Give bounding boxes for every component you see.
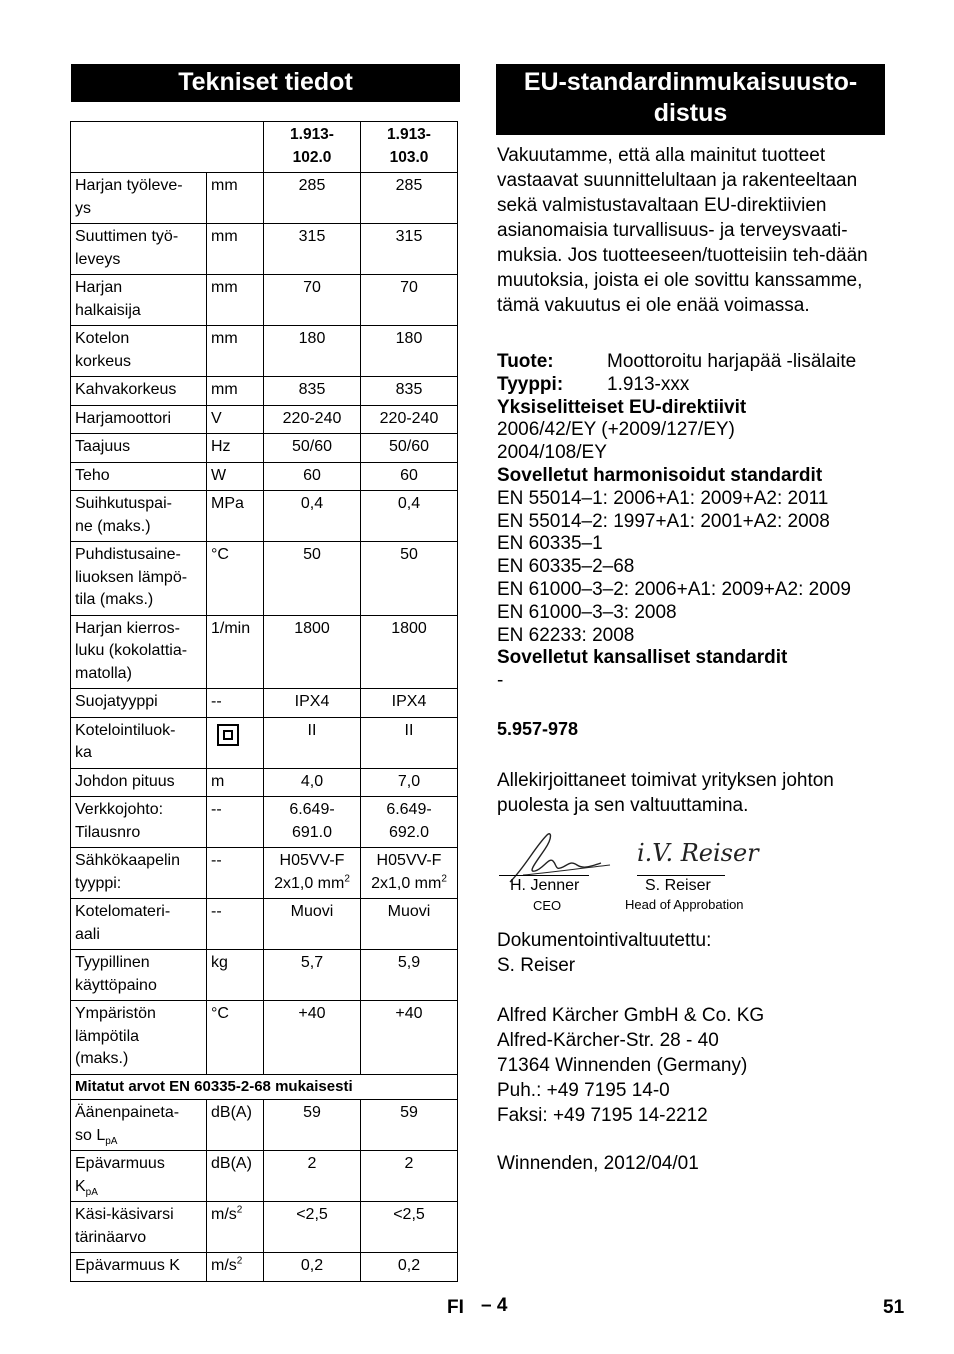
harmonized-title: Sovelletut harmonisoidut standardit xyxy=(497,464,823,486)
row-unit: mm xyxy=(207,275,264,326)
row-label-subscript: pA xyxy=(105,1135,118,1147)
table-row xyxy=(71,377,458,406)
row-value-b: 50 xyxy=(361,542,458,616)
table-row xyxy=(71,950,458,1001)
row-value-a: 315 xyxy=(264,224,361,275)
row-value-b: 315 xyxy=(361,224,458,275)
row-unit: m xyxy=(207,768,264,797)
row-value-a: II xyxy=(264,717,361,768)
row-value-a: 4,0 xyxy=(264,768,361,797)
row-value-a: IPX4 xyxy=(264,689,361,718)
row-value-a: 2 xyxy=(264,1151,361,1202)
unit-text: m/s xyxy=(211,1257,237,1274)
row-unit: -- xyxy=(207,797,264,848)
row-unit: -- xyxy=(207,689,264,718)
row-value-b: 59 xyxy=(361,1100,458,1151)
standard-item: EN 62233: 2008 xyxy=(497,624,635,646)
footer-language: FI xyxy=(447,1297,464,1318)
company-line: Alfred-Kärcher-Str. 28 - 40 xyxy=(497,1030,719,1051)
row-label: Harjamoottori xyxy=(71,405,207,434)
standard-item: EN 61000–3–2: 2006+A1: 2009+A2: 2009 xyxy=(497,578,851,600)
directive-item: 2004/108/EY xyxy=(497,442,607,464)
table-row xyxy=(71,615,458,689)
row-unit: -- xyxy=(207,848,264,899)
table-row xyxy=(71,1151,458,1202)
standard-item: EN 61000–3–3: 2008 xyxy=(497,601,677,623)
row-unit: °C xyxy=(207,1001,264,1075)
row-label xyxy=(71,1100,207,1151)
row-value-b: <2,5 xyxy=(361,1202,458,1253)
national-title: Sovelletut kansalliset standardit xyxy=(497,647,788,669)
row-value-a: 0,2 xyxy=(264,1253,361,1282)
row-value-b: H05VV-F 2x1,0 $mm^2$ xyxy=(361,848,458,899)
table-row xyxy=(71,275,458,326)
row-label-text: Epävarmuus K xyxy=(75,1155,165,1195)
row-unit: -- xyxy=(207,899,264,950)
type-value: 1.913-xxx xyxy=(607,373,690,395)
standard-item: EN 55014–2: 1997+A1: 2001+A2: 2008 xyxy=(497,510,830,532)
unit-superscript: 2 xyxy=(236,1204,243,1216)
row-value-a: +40 xyxy=(264,1001,361,1075)
signer1-role: CEO xyxy=(533,898,562,913)
row-label: Suihkutuspai- ne (maks.) xyxy=(71,491,207,542)
table-header-model-b: 1.913- 103.0 xyxy=(361,122,458,173)
row-label: Harjan työleve- ys xyxy=(71,173,207,224)
row-label: Suojatyyppi xyxy=(71,689,207,718)
table-row xyxy=(71,542,458,616)
row-value-a: 285 xyxy=(264,173,361,224)
signature-reiser-image: i.V. Reiser xyxy=(637,839,759,867)
row-value-b: 835 xyxy=(361,377,458,406)
national-value: - xyxy=(497,670,504,692)
standard-item: EN 60335–1 xyxy=(497,533,603,555)
eu-title-line2: distus xyxy=(653,99,728,127)
row-value-a: 6.649- 691.0 xyxy=(264,797,361,848)
declaration-intro: Vakuutamme, että alla mainitut tuotteet vastaavat suunnittelultaan ja rakenteeltaan sekä valmistustavaltaan EU-direktiivien asianomaisia turvallisuus- ja terveysvaati-muksia. Jos tuotteeseen/tuotteisiin teh-dään muutoksia, joista ei ole sovittu kanssamme, tämä vakuutus ei ole enää voimassa. xyxy=(497,145,868,316)
product-value: Moottoroitu harjapää -lisälaite xyxy=(607,351,857,372)
row-label: Kahvakorkeus xyxy=(71,377,207,406)
company-line: Faksi: +49 7195 14-2212 xyxy=(497,1105,708,1126)
row-value-b: 220-240 xyxy=(361,405,458,434)
row-value-b: 5,9 xyxy=(361,950,458,1001)
unit-superscript: 2 xyxy=(441,873,447,885)
row-unit xyxy=(207,1253,264,1282)
company-line: Puh.: +49 7195 14-0 xyxy=(497,1080,670,1101)
row-label xyxy=(71,1151,207,1202)
protection-class-ii-icon xyxy=(217,724,239,746)
row-unit xyxy=(207,1151,264,1202)
unit-superscript: 2 xyxy=(236,1255,243,1267)
signature-block xyxy=(497,825,797,920)
row-label-subscript: pA xyxy=(85,1186,98,1198)
row-label: Harjan kierros- luku (kokolattia- matolla) xyxy=(71,615,207,689)
row-label: Kotelomateri- aali xyxy=(71,899,207,950)
table-row xyxy=(71,1253,458,1282)
signer2-name: S. Reiser xyxy=(645,877,711,894)
row-value-b: 285 xyxy=(361,173,458,224)
doc-rep-name: S. Reiser xyxy=(497,955,576,976)
row-unit: mm xyxy=(207,224,264,275)
row-value-a: H05VV-F 2x1,0 $mm^2$ xyxy=(264,848,361,899)
row-label: Ympäristön lämpötila (maks.) xyxy=(71,1001,207,1075)
row-value-b: 0,2 xyxy=(361,1253,458,1282)
table-row xyxy=(71,224,458,275)
row-value-a: 60 xyxy=(264,462,361,491)
row-value-b: Muovi xyxy=(361,899,458,950)
directive-item: 2006/42/EY (+2009/127/EY) xyxy=(497,419,735,441)
table-row xyxy=(71,797,458,848)
standard-item: EN 55014–1: 2006+A1: 2009+A2: 2011 xyxy=(497,487,829,509)
table-row xyxy=(71,1001,458,1075)
section-title-eu-declaration xyxy=(496,64,885,135)
row-label xyxy=(71,1253,207,1282)
row-unit: V xyxy=(207,405,264,434)
row-label: Sähkökaapelin tyyppi: xyxy=(71,848,207,899)
table-header-empty xyxy=(71,122,264,173)
table-row xyxy=(71,717,458,768)
unit-text: m/s xyxy=(211,1206,237,1223)
table-header-model-a: 1.913- 102.0 xyxy=(264,122,361,173)
row-label-text: Äänenpaineta- so L xyxy=(75,1104,180,1144)
signer2-role: Head of Approbation xyxy=(625,897,744,912)
standard-item: EN 60335–2–68 xyxy=(497,556,635,578)
row-value-a: 180 xyxy=(264,326,361,377)
row-value-b: IPX4 xyxy=(361,689,458,718)
measured-values-title: Mitatut arvot EN 60335-2-68 mukaisesti xyxy=(71,1074,458,1100)
table-row xyxy=(71,1100,458,1151)
row-value-b: II xyxy=(361,717,458,768)
signature-line xyxy=(637,875,725,876)
row-label: Johdon pituus xyxy=(71,768,207,797)
type-label: Tyyppi: xyxy=(497,373,564,395)
row-label xyxy=(71,1202,207,1253)
row-value-b: 6.649- 692.0 xyxy=(361,797,458,848)
table-row xyxy=(71,173,458,224)
row-label-text: Käsi-käsivarsi tärinäarvo xyxy=(75,1206,174,1246)
declaration-details xyxy=(497,351,897,693)
footer-local-page: – 4 xyxy=(481,1295,508,1316)
row-unit: Hz xyxy=(207,434,264,463)
row-value-b: +40 xyxy=(361,1001,458,1075)
unit-text: dB(A) xyxy=(211,1104,252,1121)
row-label: Suuttimen työ- leveys xyxy=(71,224,207,275)
row-unit: mm xyxy=(207,173,264,224)
row-value-a: 50/60 xyxy=(264,434,361,463)
technical-data-table xyxy=(70,121,458,1282)
row-unit: mm xyxy=(207,377,264,406)
row-label-text: Epävarmuus K xyxy=(75,1257,180,1274)
unit-superscript: 2 xyxy=(344,873,350,885)
row-label: Kotelointiluok- ka xyxy=(71,717,207,768)
company-line: Alfred Kärcher GmbH & Co. KG xyxy=(497,1005,765,1026)
document-representative xyxy=(497,928,897,978)
product-label: Tuote: xyxy=(497,351,554,372)
row-label: Kotelon korkeus xyxy=(71,326,207,377)
row-value-a: 1800 xyxy=(264,615,361,689)
row-value-a: 0,4 xyxy=(264,491,361,542)
row-value-b: 0,4 xyxy=(361,491,458,542)
row-label: Verkkojohto: Tilausnro xyxy=(71,797,207,848)
table-row xyxy=(71,899,458,950)
row-label: Taajuus xyxy=(71,434,207,463)
doc-rep-label: Dokumentointivaltuutettu: xyxy=(497,930,712,951)
table-row xyxy=(71,326,458,377)
row-value-b: 180 xyxy=(361,326,458,377)
row-unit: MPa xyxy=(207,491,264,542)
row-value-a: 835 xyxy=(264,377,361,406)
row-value-a: <2,5 xyxy=(264,1202,361,1253)
row-unit: 1/min xyxy=(207,615,264,689)
table-row xyxy=(71,434,458,463)
order-number: 5.957-978 xyxy=(497,719,579,739)
row-unit xyxy=(207,717,264,768)
table-row xyxy=(71,462,458,491)
table-row xyxy=(71,405,458,434)
section-title-technical-data: Tekniset tiedot xyxy=(71,64,460,102)
row-value-b: 50/60 xyxy=(361,434,458,463)
table-row xyxy=(71,689,458,718)
row-unit: °C xyxy=(207,542,264,616)
row-value-b: 1800 xyxy=(361,615,458,689)
table-row xyxy=(71,848,458,899)
row-value-b: 7,0 xyxy=(361,768,458,797)
row-unit xyxy=(207,1202,264,1253)
row-label: Tyypillinen käyttöpaino xyxy=(71,950,207,1001)
company-line: 71364 Winnenden (Germany) xyxy=(497,1055,748,1076)
row-value-a: Muovi xyxy=(264,899,361,950)
table-row xyxy=(71,1202,458,1253)
row-unit: mm xyxy=(207,326,264,377)
row-label: Harjan halkaisija xyxy=(71,275,207,326)
table-row xyxy=(71,491,458,542)
unit-text: dB(A) xyxy=(211,1155,252,1172)
row-unit xyxy=(207,1100,264,1151)
row-value-b: 2 xyxy=(361,1151,458,1202)
row-value-a: 59 xyxy=(264,1100,361,1151)
table-row xyxy=(71,768,458,797)
row-value-b: 70 xyxy=(361,275,458,326)
signer1-name: H. Jenner xyxy=(510,877,580,894)
company-address xyxy=(497,1003,897,1128)
signed-text: Allekirjoittaneet toimivat yrityksen johton puolesta ja sen valtuuttamina. xyxy=(497,770,834,816)
row-label: Puhdistusaine- liuoksen lämpö- tila (maks.) xyxy=(71,542,207,616)
row-value-a: 220-240 xyxy=(264,405,361,434)
footer-page-number: 51 xyxy=(883,1297,905,1318)
signature-line xyxy=(499,875,589,876)
eu-title-line1: EU-standardinmukaisuusto- xyxy=(523,68,858,96)
row-unit: kg xyxy=(207,950,264,1001)
row-unit: W xyxy=(207,462,264,491)
row-label: Teho xyxy=(71,462,207,491)
row-value-a: 50 xyxy=(264,542,361,616)
row-value-a: 70 xyxy=(264,275,361,326)
place-date: Winnenden, 2012/04/01 xyxy=(497,1153,699,1174)
directives-title: Yksiselitteiset EU-direktiivit xyxy=(497,396,747,418)
row-value-b: 60 xyxy=(361,462,458,491)
row-value-a: 5,7 xyxy=(264,950,361,1001)
